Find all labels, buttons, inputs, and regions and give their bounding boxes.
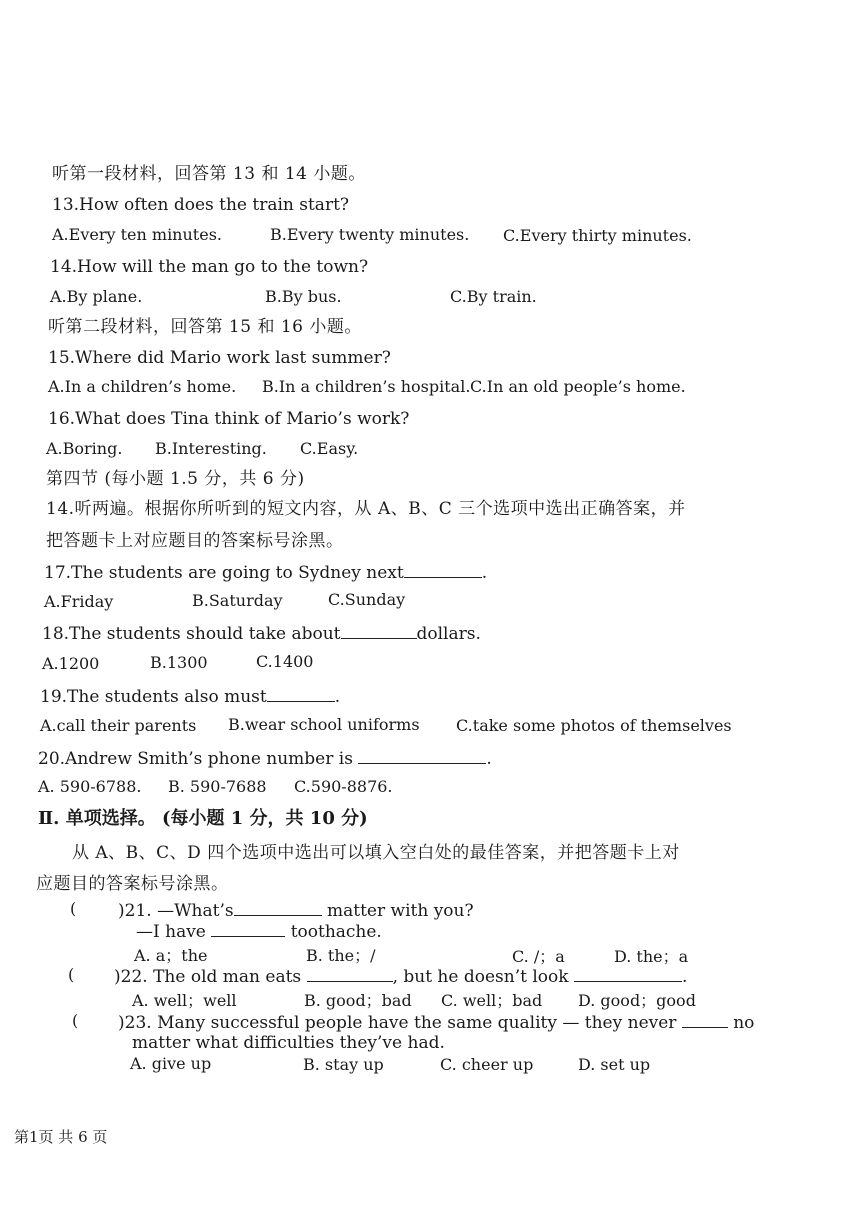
q23-paren: ( [72, 1011, 79, 1030]
q19-blank [267, 685, 335, 702]
q20-stem-end: . [486, 749, 492, 769]
q18-option-c: C.1400 [256, 652, 314, 671]
q17-stem [44, 561, 487, 584]
q19-option-c: C.take some photos of themselves [456, 716, 732, 735]
q23-option-a: A. give up [130, 1054, 212, 1073]
q16-option-c: C.Easy. [300, 439, 359, 458]
q23-option-d: D. set up [578, 1055, 651, 1074]
q18-option-b: B.1300 [150, 653, 208, 672]
q20-stem-text: 20.Andrew Smith’s phone number is [38, 749, 353, 769]
q15-option-b: B.In a children’s hospital. [262, 377, 471, 396]
q22-line1 [114, 965, 687, 988]
q19-option-a: A.call their parents [40, 716, 197, 735]
q22-blank-2 [574, 965, 682, 982]
q13-stem: 13.How often does the train start? [52, 195, 350, 215]
q21-blank-1 [234, 899, 322, 916]
q22-text-2: , but he doesn’t look [392, 967, 569, 987]
q16-option-a: A.Boring. [46, 439, 123, 458]
q23-text-2: no [733, 1013, 755, 1033]
q23-line1 [118, 1011, 754, 1034]
q21-option-b: B. the；/ [306, 946, 376, 965]
q19-stem [40, 685, 340, 708]
q20-stem [38, 747, 492, 770]
q21-option-a: A. a；the [134, 946, 208, 965]
q15-option-c: C.In an old people’s home. [470, 377, 686, 396]
q16-stem: 16.What does Tina think of Mario’s work? [48, 409, 410, 429]
page-footer: 第1页 共 6 页 [14, 1128, 108, 1146]
q21-text-3: —I have [136, 922, 206, 942]
q22-option-d: D. good；good [578, 991, 696, 1010]
listening-intro-1: 听第一段材料，回答第 13 和 14 小题。 [52, 164, 366, 184]
q23-option-b: B. stay up [303, 1055, 384, 1074]
q22-blank-1 [307, 965, 393, 982]
part2-instruction-2: 应题目的答案标号涂黑。 [36, 874, 229, 894]
q16-option-b: B.Interesting. [155, 439, 267, 458]
q23-option-c: C. cheer up [440, 1055, 534, 1074]
q20-option-c: C.590-8876. [294, 777, 393, 796]
listening-intro-2: 听第二段材料，回答第 15 和 16 小题。 [48, 317, 362, 337]
part2-heading: Ⅱ. 单项选择。 (每小题 1 分，共 10 分) [38, 808, 368, 829]
q19-stem-text: 19.The students also must [40, 687, 267, 707]
q18-stem-text: 18.The students should take about [42, 624, 341, 644]
q17-stem-end: . [481, 563, 488, 583]
q18-stem [42, 622, 481, 645]
q20-blank [358, 747, 486, 764]
q23-blank [682, 1011, 728, 1028]
q18-option-a: A.1200 [42, 654, 100, 673]
q23-text-1: Many successful people have the same quality — they never [157, 1013, 677, 1033]
q13-option-a: A.Every ten minutes. [52, 225, 222, 244]
q21-line2 [136, 920, 382, 943]
q22-text-1: The old man eats [153, 967, 302, 987]
q13-option-b: B.Every twenty minutes. [270, 225, 470, 244]
section4-instruction-2: 把答题卡上对应题目的答案标号涂黑。 [46, 531, 344, 551]
section4-heading: 第四节 (每小题 1.5 分，共 6 分) [46, 469, 305, 489]
q19-stem-end: . [334, 687, 341, 707]
q22-option-a: A. well；well [132, 991, 237, 1010]
q22-option-b: B. good；bad [304, 991, 412, 1010]
q20-option-a: A. 590-6788. [38, 777, 142, 796]
q23-line2: matter what difficulties they’ve had. [132, 1033, 445, 1053]
q22-paren: ( [68, 965, 75, 984]
q19-option-b: B.wear school uniforms [228, 715, 420, 734]
q17-option-b: B.Saturday [192, 591, 283, 610]
q21-option-c: C. /；a [512, 947, 565, 966]
q17-blank [404, 561, 482, 578]
q17-option-a: A.Friday [44, 592, 114, 611]
q14-stem: 14.How will the man go to the town? [50, 257, 369, 277]
q18-stem-end: dollars. [416, 624, 481, 644]
q22-text-3: . [681, 967, 688, 987]
q21-text-4: toothache. [290, 922, 382, 942]
q15-option-a: A.In a children’s home. [48, 377, 237, 396]
q20-option-b: B. 590-7688 [168, 777, 267, 796]
q18-blank [341, 622, 417, 639]
q21-text-2: matter with you? [327, 901, 474, 921]
part2-instruction-1: 从 A、B、C、D 四个选项中选出可以填入空白处的最佳答案，并把答题卡上对 [72, 843, 680, 863]
q14-option-c: C.By train. [450, 287, 537, 306]
section4-instruction-1: 14.听两遍。根据你所听到的短文内容，从 A、B、C 三个选项中选出正确答案，并 [46, 499, 686, 519]
q21-option-d: D. the；a [614, 947, 689, 966]
q13-option-c: C.Every thirty minutes. [503, 226, 692, 245]
q22-option-c: C. well；bad [441, 991, 543, 1010]
q23-number: )23. [118, 1013, 152, 1033]
q22-number: )22. [114, 967, 148, 987]
q15-stem: 15.Where did Mario work last summer? [48, 348, 391, 368]
q21-paren: ( [70, 899, 77, 918]
q14-option-a: A.By plane. [50, 287, 143, 306]
q14-option-b: B.By bus. [265, 287, 342, 306]
q21-blank-2 [211, 920, 285, 937]
q17-stem-text: 17.The students are going to Sydney next [44, 563, 404, 583]
q21-line1 [118, 899, 474, 922]
q21-text-1: —What’s [157, 901, 234, 921]
q17-option-c: C.Sunday [328, 590, 406, 609]
q21-number: )21. [118, 901, 152, 921]
